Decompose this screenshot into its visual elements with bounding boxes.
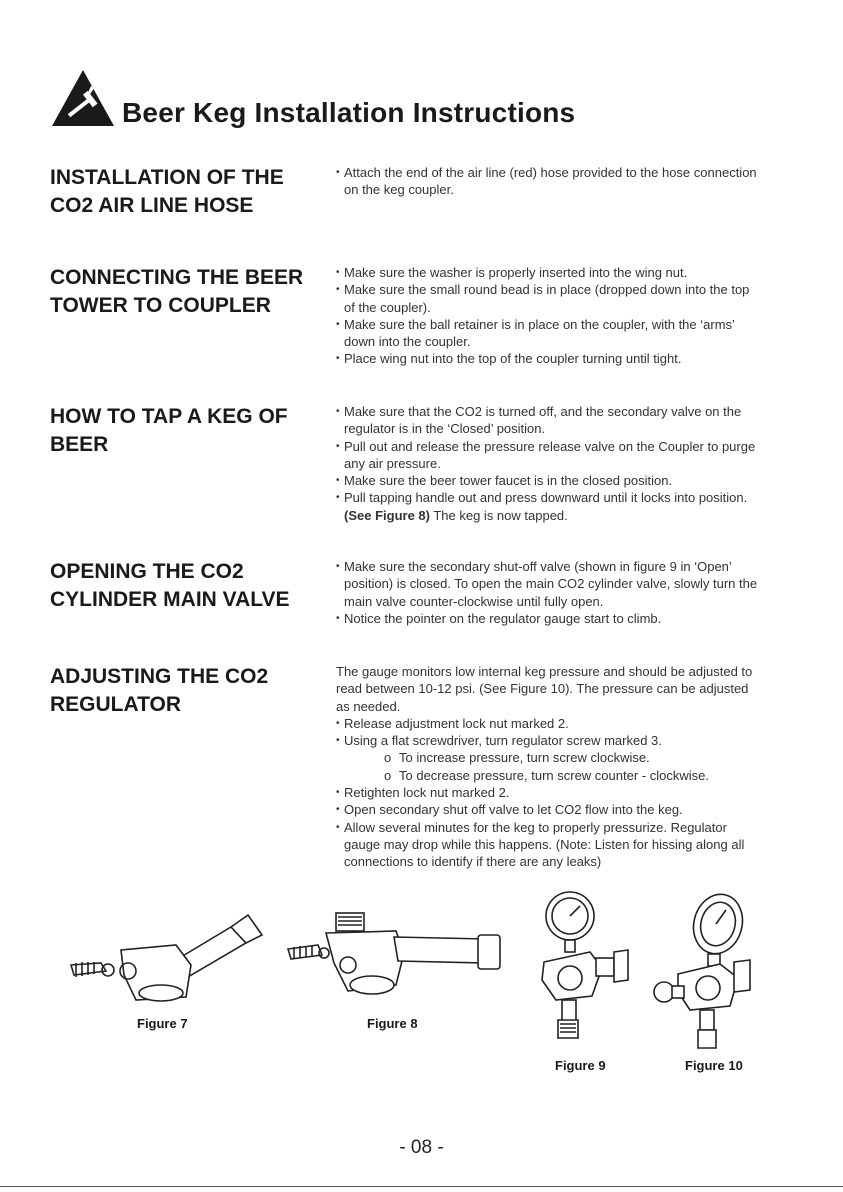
figure-8-caption: Figure 8 [367,1016,418,1031]
section-body [336,164,798,199]
text-line: • Open secondary shut off valve to let CO2 flow into the keg. [344,802,683,818]
text-line: gauge may drop while this happens. (Note: Listen for hissing along all [344,836,745,852]
keg-coupler-handle-up-icon [66,905,266,1010]
section-heading [50,403,325,459]
bullet-item [336,350,798,367]
text-line: • Make sure the secondary shut-off valve (shown in figure 9 in ‘Open’ [344,559,732,574]
section-body [336,663,798,871]
bullet-item [336,784,798,801]
section-heading [50,264,325,320]
text-line [344,507,798,524]
text-line: position) is closed. To open the main CO2 cylinder valve, slowly turn the [344,576,758,592]
text-line: connections to identify if there are any leaks) [344,854,602,870]
bullet-item [336,316,798,351]
text-line: • Make sure the beer tower faucet is in the closed position. [344,473,673,489]
section-heading [50,663,325,719]
text-line: • Notice the pointer on the regulator gauge start to climb. [344,610,662,626]
text-line: main valve counter-clockwise until fully open. [344,593,604,609]
paragraph [336,663,798,715]
section-heading-line: CO2 AIR LINE HOSE [50,194,254,217]
keg-coupler-handle-down-icon [286,905,506,1005]
section-heading-line: HOW TO TAP A KEG OF [50,405,288,428]
section-heading-line: REGULATOR [50,693,182,716]
text-tail: The keg is now tapped. [429,507,568,523]
bullet-item [336,281,798,316]
bullet-item [336,715,798,732]
figure-reference: (See Figure 8) [344,507,430,523]
text-line: • Make sure the small round bead is in place (dropped down into the top [344,282,750,298]
text-line: • Make sure that the CO2 is turned off, and the secondary valve on the [344,404,742,419]
text-line: • Make sure the washer is properly inserted into the wing nut. [344,265,688,280]
text-line: To decrease pressure, turn screw counter - clockwise. [399,767,709,783]
bullet-item [336,164,798,199]
page-title: Beer Keg Installation Instructions [122,97,576,128]
section-heading-line: CYLINDER MAIN VALVE [50,588,290,611]
text-line: • Using a flat screwdriver, turn regulator screw marked 3. [344,733,662,749]
bullet-item [336,438,798,473]
text-line: • Attach the end of the air line (red) hose provided to the hose connection [344,165,757,180]
sub-item-marker: o [384,767,392,783]
text-line: any air pressure. [344,455,441,471]
bullet-item [336,732,798,749]
bullet-item [336,264,798,281]
figure-10-caption: Figure 10 [685,1058,743,1073]
section-body [336,264,798,368]
co2-regulator-gauge-angled-icon [650,888,760,1058]
text-line: of the coupler). [344,299,431,315]
section-heading [50,558,325,614]
bullet-item [336,558,798,610]
co2-regulator-single-gauge-icon [530,888,635,1058]
section-heading-line: OPENING THE CO2 [50,560,244,583]
bullet-item [336,819,798,871]
text-line: down into the coupler. [344,334,471,350]
section-heading-line: INSTALLATION OF THE [50,166,284,189]
text-line: • Pull out and release the pressure release valve on the Coupler to purge [344,438,756,454]
figure-9-caption: Figure 9 [555,1058,606,1073]
page-number: - 08 - [399,1137,444,1158]
section-body [336,403,798,524]
section-heading-line: BEER [50,433,109,456]
bottom-divider [0,1186,843,1187]
text-line: regulator is in the ‘Closed’ position. [344,421,546,437]
section-heading [50,164,325,220]
sub-item [336,767,798,784]
text-line: • Release adjustment lock nut marked 2. [344,715,569,731]
text-line: To increase pressure, turn screw clockwise. [399,750,650,766]
bullet-item [336,472,798,489]
text-line: read between 10-12 psi. (See Figure 10). The pressure can be adjusted [336,681,749,697]
bullet-item [336,489,798,524]
text-line: • Pull tapping handle out and press downward until it locks into position. [344,490,748,506]
text-line: • Make sure the ball retainer is in place on the coupler, with the ‘arms’ [344,316,735,332]
section-heading-line: ADJUSTING THE CO2 [50,665,269,688]
section-heading-line: TOWER TO COUPLER [50,294,271,317]
text-line: on the keg coupler. [344,182,454,198]
figure-7-caption: Figure 7 [137,1016,188,1031]
text-line: as needed. [336,698,401,714]
section-heading-line: CONNECTING THE BEER [50,266,304,289]
bullet-item [336,403,798,438]
section-body [336,558,798,627]
sub-item [336,749,798,766]
sub-item-marker: o [384,750,392,766]
text-line: The gauge monitors low internal keg pressure and should be adjusted to [336,664,753,679]
text-line: • Place wing nut into the top of the coupler turning until tight. [344,351,682,367]
bullet-item [336,801,798,818]
bullet-item [336,610,798,627]
text-line: • Retighten lock nut marked 2. [344,785,510,801]
text-line: • Allow several minutes for the keg to properly pressurize. Regulator [344,819,727,835]
hammer-triangle-icon [50,68,116,128]
